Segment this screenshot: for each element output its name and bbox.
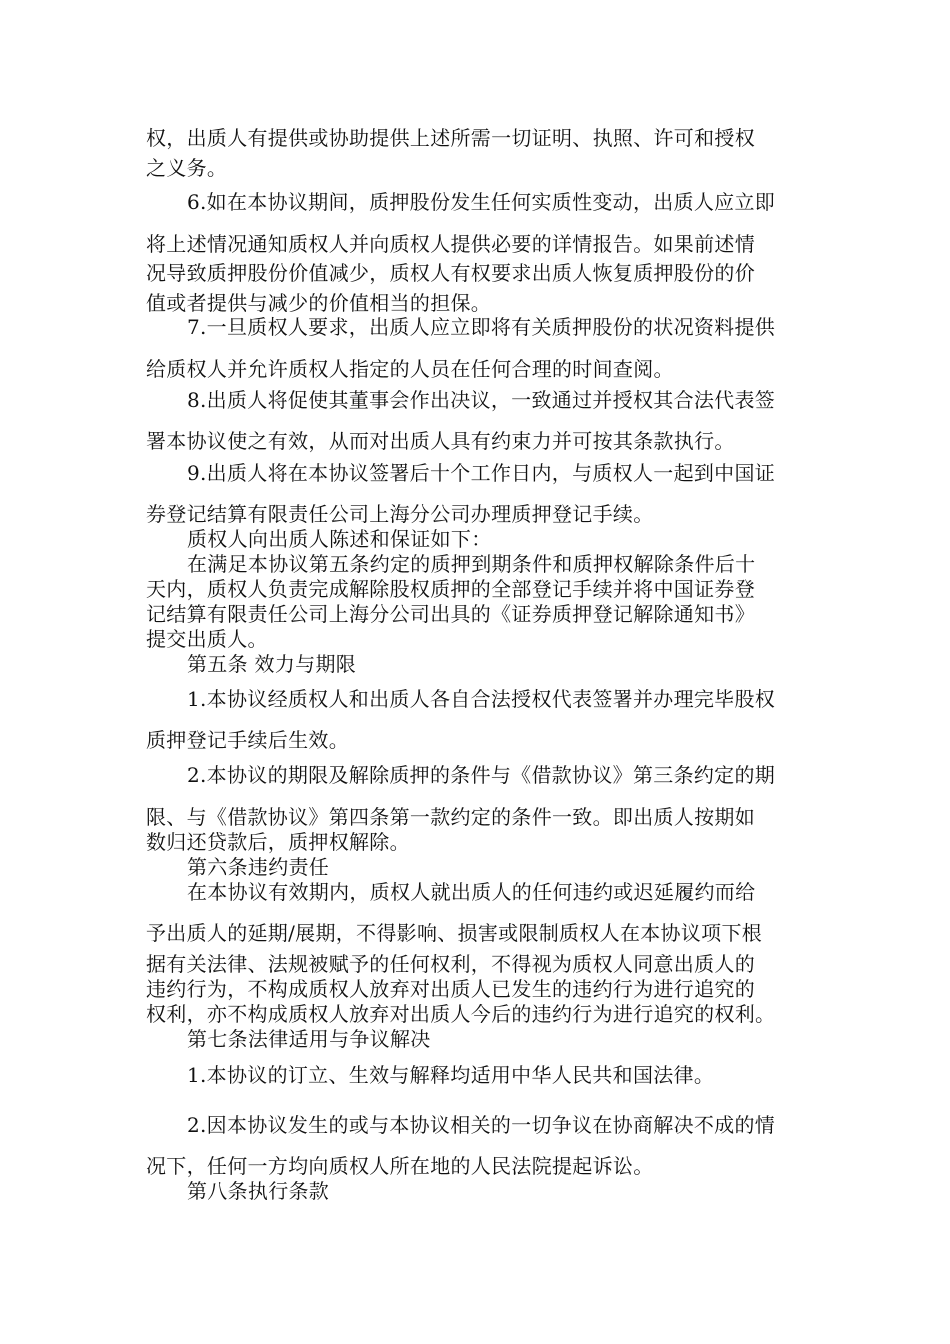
text-line: 况导致质押股份价值减少，质权人有权要求出质人恢复质押股份的价	[146, 261, 755, 285]
text-line: 9.出质人将在本协议签署后十个工作日内，与质权人一起到中国证	[187, 461, 776, 485]
text-line: 在满足本协议第五条约定的质押到期条件和质押权解除条件后十	[187, 552, 756, 576]
text-line: 在本协议有效期内，质权人就出质人的任何违约或迟延履约而给	[187, 880, 756, 904]
text-line: 予出质人的延期/展期，不得影响、损害或限制质权人在本协议项下根	[146, 921, 763, 945]
text-line: 1.本协议经质权人和出质人各自合法授权代表签署并办理完毕股权	[187, 687, 776, 711]
text-line: 给质权人并允许质权人指定的人员在任何合理的时间查阅。	[146, 357, 674, 381]
text-line: 提交出质人。	[146, 627, 268, 651]
section-heading: 第八条执行条款	[187, 1179, 330, 1203]
text-line: 权，出质人有提供或协助提供上述所需一切证明、执照、许可和授权	[146, 126, 755, 150]
text-line: 7.一旦质权人要求，出质人应立即将有关质押股份的状况资料提供	[187, 315, 776, 339]
text-line: 数归还贷款后，质押权解除。	[146, 830, 410, 854]
text-line: 署本协议使之有效，从而对出质人具有约束力并可按其条款执行。	[146, 429, 735, 453]
section-heading: 第七条法律适用与争议解决	[187, 1027, 431, 1051]
text-line: 据有关法律、法规被赋予的任何权利，不得视为质权人同意出质人的	[146, 952, 755, 976]
section-heading: 第六条违约责任	[187, 855, 330, 879]
text-line: 6.如在本协议期间，质押股份发生任何实质性变动，出质人应立即	[187, 190, 776, 214]
text-line: 记结算有限责任公司上海分公司出具的《证券质押登记解除通知书》	[146, 602, 755, 626]
text-line: 之义务。	[146, 156, 228, 180]
text-line: 质权人向出质人陈述和保证如下：	[187, 527, 492, 551]
text-line: 值或者提供与减少的价值相当的担保。	[146, 291, 492, 315]
section-heading: 第五条 效力与期限	[187, 652, 357, 676]
text-line: 违约行为，不构成质权人放弃对出质人已发生的违约行为进行追究的	[146, 977, 755, 1001]
text-line: 2.因本协议发生的或与本协议相关的一切争议在协商解决不成的情	[187, 1113, 776, 1137]
text-line: 券登记结算有限责任公司上海分公司办理质押登记手续。	[146, 502, 654, 526]
text-line: 8.出质人将促使其董事会作出决议，一致通过并授权其合法代表签	[187, 388, 776, 412]
text-line: 权利，亦不构成质权人放弃对出质人今后的违约行为进行追究的权利。	[146, 1002, 776, 1026]
text-line: 况下，任何一方均向质权人所在地的人民法院提起诉讼。	[146, 1154, 654, 1178]
text-line: 将上述情况通知质权人并向质权人提供必要的详情报告。如果前述情	[146, 232, 755, 256]
text-line: 2.本协议的期限及解除质押的条件与《借款协议》第三条约定的期	[187, 763, 776, 787]
text-line: 1.本协议的订立、生效与解释均适用中华人民共和国法律。	[187, 1063, 715, 1087]
text-line: 天内，质权人负责完成解除股权质押的全部登记手续并将中国证券登	[146, 577, 755, 601]
text-line: 限、与《借款协议》第四条第一款约定的条件一致。即出质人按期如	[146, 805, 755, 829]
text-line: 质押登记手续后生效。	[146, 728, 349, 752]
